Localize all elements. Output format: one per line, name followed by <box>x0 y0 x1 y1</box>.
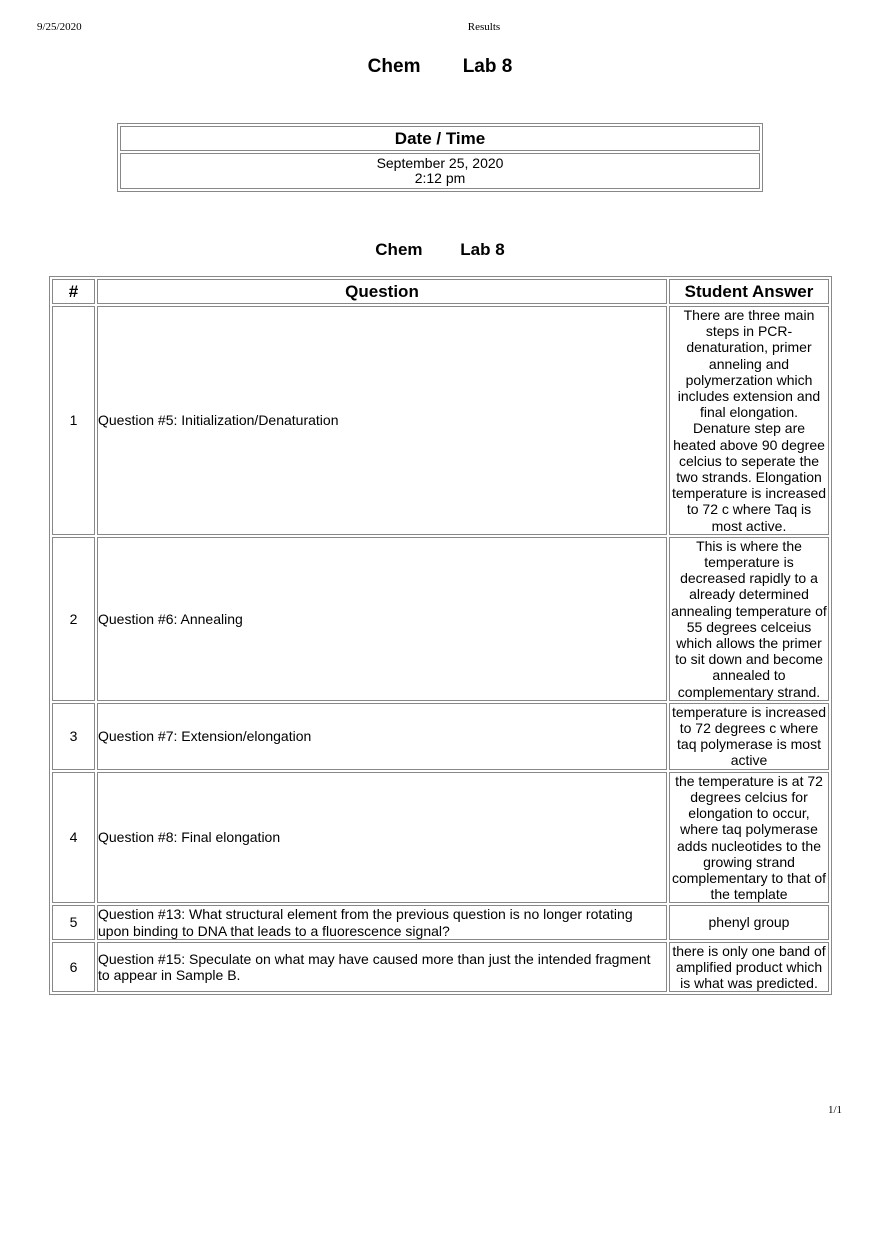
answer-cell: the temperature is at 72 degrees celcius for elongation to occur, where taq polymerase adds nucleotides to the growing strand complementary to that of the template <box>669 772 829 904</box>
row-number: 4 <box>52 772 95 904</box>
row-number: 3 <box>52 703 95 770</box>
print-title: Results <box>467 21 501 33</box>
answer-cell: phenyl group <box>669 905 829 939</box>
question-cell: Question #5: Initialization/Denaturation <box>97 306 667 535</box>
col-header-answer: Student Answer <box>669 279 829 304</box>
answer-cell: there is only one band of amplified product which is what was predicted. <box>669 942 829 993</box>
table-row <box>52 537 829 701</box>
row-number: 2 <box>52 537 95 701</box>
answer-cell: temperature is increased to 72 degrees c where taq polymerase is most active <box>669 703 829 770</box>
table-row <box>52 942 829 993</box>
datetime-table <box>117 123 763 192</box>
table-row <box>52 905 829 939</box>
page-title: Chem Lab 8 <box>367 56 513 77</box>
question-cell: Question #13: What structural element from the previous question is no longer rotating upon binding to DNA that leads to a fluorescence signal? <box>97 905 667 939</box>
page-number: 1/1 <box>827 1104 842 1116</box>
col-header-question: Question <box>97 279 667 304</box>
table-row <box>52 772 829 904</box>
table-row <box>52 703 829 770</box>
col-header-number: # <box>52 279 95 304</box>
results-table <box>49 276 832 995</box>
question-cell: Question #15: Speculate on what may have caused more than just the intended fragment to appear in Sample B. <box>97 942 667 993</box>
answer-cell: There are three main steps in PCR- denaturation, primer anneling and polymerzation which includes extension and final elongation. Denature step are heated above 90 degree celcius to seperate the two strands. Elongation temperature is increased to 72 c where Taq is most active. <box>669 306 829 535</box>
row-number: 6 <box>52 942 95 993</box>
question-cell: Question #6: Annealing <box>97 537 667 701</box>
table-row <box>52 306 829 535</box>
time: 2:12 pm <box>414 170 466 186</box>
row-number: 1 <box>52 306 95 535</box>
datetime-header: Date / Time <box>120 126 760 151</box>
row-number: 5 <box>52 905 95 939</box>
question-cell: Question #7: Extension/elongation <box>97 703 667 770</box>
answer-cell: This is where the temperature is decreased rapidly to a already determined annealing temperature of 55 degrees celceius which allows the primer to sit down and become annealed to complementary strand. <box>669 537 829 701</box>
question-cell: Question #8: Final elongation <box>97 772 667 904</box>
datetime-value <box>120 153 760 189</box>
date: September 25, 2020 <box>376 155 504 171</box>
print-date: 9/25/2020 <box>37 21 82 33</box>
section-title: Chem Lab 8 <box>375 240 505 259</box>
